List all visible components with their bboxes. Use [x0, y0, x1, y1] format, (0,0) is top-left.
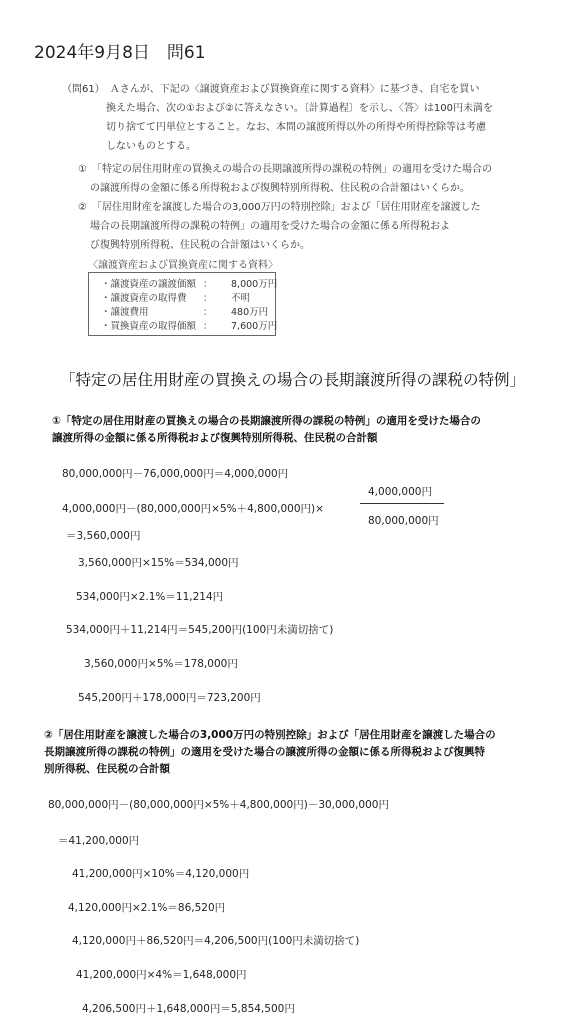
info-label: ・譲渡資産の譲渡価額: [101, 279, 197, 290]
part1-calc-5: 534,000円×2.1%＝11,214円: [76, 591, 224, 603]
info-colon: ：: [203, 321, 213, 332]
part2-calc-7: 4,206,500円＋1,648,000円＝5,854,500円: [82, 1003, 295, 1015]
part2-heading: ②「居住用財産を譲渡した場合の3,000万円の特別控除」および「居住用財産を譲渡した場合の: [44, 729, 496, 741]
fraction-denominator: 80,000,000円: [368, 515, 439, 527]
part2-heading-cont: 別所得税、住民税の合計額: [44, 763, 170, 775]
part2-calc-4: 4,120,000円×2.1%＝86,520円: [68, 902, 226, 914]
question-line: 切り捨てて円単位とすること。なお、本問の譲渡所得以外の所得や所得控除等は考慮: [106, 122, 486, 133]
part2-calc-2: ＝41,200,000円: [58, 835, 140, 847]
fraction-line: [360, 503, 444, 504]
question-item-1-cont: の譲渡所得の金額に係る所得税および復興特別所得税、住民税の合計額はいくらか。: [90, 183, 470, 194]
section-heading: 「特定の居住用財産の買換えの場合の長期譲渡所得の課税の特例」: [60, 371, 526, 389]
info-row: [101, 318, 277, 332]
part2-calc-5: 4,120,000円＋86,520円＝4,206,500円(100円未満切捨て): [72, 935, 360, 947]
info-label: ・譲渡資産の取得費: [101, 293, 187, 304]
info-row: [101, 304, 268, 318]
part2-heading-cont: 長期譲渡所得の課税の特例」の適用を受けた場合の譲渡所得の金額に係る所得税および復興特: [44, 746, 485, 758]
info-value: 不明: [231, 293, 251, 304]
part1-calc-6: 534,000円＋11,214円＝545,200円(100円未満切捨て): [66, 624, 334, 636]
question-item-2: ② 「居住用財産を譲渡した場合の3,000万円の特別控除」および「居住用財産を譲渡した: [78, 202, 481, 213]
info-value: 8,000万円: [231, 279, 278, 290]
info-row: [101, 276, 277, 290]
part1-calc-4: 3,560,000円×15%＝534,000円: [78, 557, 239, 569]
part2-calc-6: 41,200,000円×4%＝1,648,000円: [76, 969, 247, 981]
question-line: 換えた場合、次の①および②に答えなさい。〔計算過程〕を示し、〈答〉は100円未満を: [106, 103, 494, 114]
part2-calc-1: 80,000,000円－(80,000,000円×5%＋4,800,000円)－30,000,000円: [48, 799, 389, 811]
info-colon: ：: [203, 279, 213, 290]
part1-calc-8: 545,200円＋178,000円＝723,200円: [78, 692, 261, 704]
question-line: （問61） Ａさんが、下記の〈譲渡資産および買換資産に関する資料〉に基づき、自宅を買い: [62, 84, 480, 95]
part1-calc-3: ＝3,560,000円: [66, 530, 141, 542]
fraction-numerator: 4,000,000円: [368, 486, 432, 498]
info-label: ・買換資産の取得価額: [101, 321, 197, 332]
info-colon: ：: [203, 293, 213, 304]
part1-calc-7: 3,560,000円×5%＝178,000円: [84, 658, 238, 670]
part1-heading: ①「特定の居住用財産の買換えの場合の長期譲渡所得の課税の特例」の適用を受けた場合の: [52, 415, 481, 427]
question-item-2-cont: び復興特別所得税、住民税の合計額はいくらか。: [90, 240, 310, 251]
page-title: 2024年9月8日 問61: [34, 43, 206, 63]
part1-calc-1: 80,000,000円－76,000,000円＝4,000,000円: [62, 468, 289, 480]
info-value: 480万円: [231, 307, 269, 318]
question-item-2-cont: 場合の長期譲渡所得の課税の特例」の適用を受けた場合の金額に係る所得税およ: [90, 221, 450, 232]
question-item-1: ① 「特定の居住用財産の買換えの場合の長期譲渡所得の課税の特例」の適用を受けた場合の: [78, 164, 492, 175]
part2-calc-3: 41,200,000円×10%＝4,120,000円: [72, 868, 250, 880]
part1-calc-2: 4,000,000円－(80,000,000円×5%＋4,800,000円)×: [62, 503, 324, 515]
info-value: 7,600万円: [231, 321, 278, 332]
info-colon: ：: [203, 307, 213, 318]
question-line: しないものとする。: [106, 141, 196, 152]
part1-heading-cont: 譲渡所得の金額に係る所得税および復興特別所得税、住民税の合計額: [52, 432, 378, 444]
info-label: ・譲渡費用: [101, 307, 149, 318]
info-row: [101, 290, 250, 304]
question-text: [62, 80, 494, 255]
info-caption: 〈譲渡資産および買換資産に関する資料〉: [88, 260, 278, 271]
info-table: [88, 272, 276, 336]
